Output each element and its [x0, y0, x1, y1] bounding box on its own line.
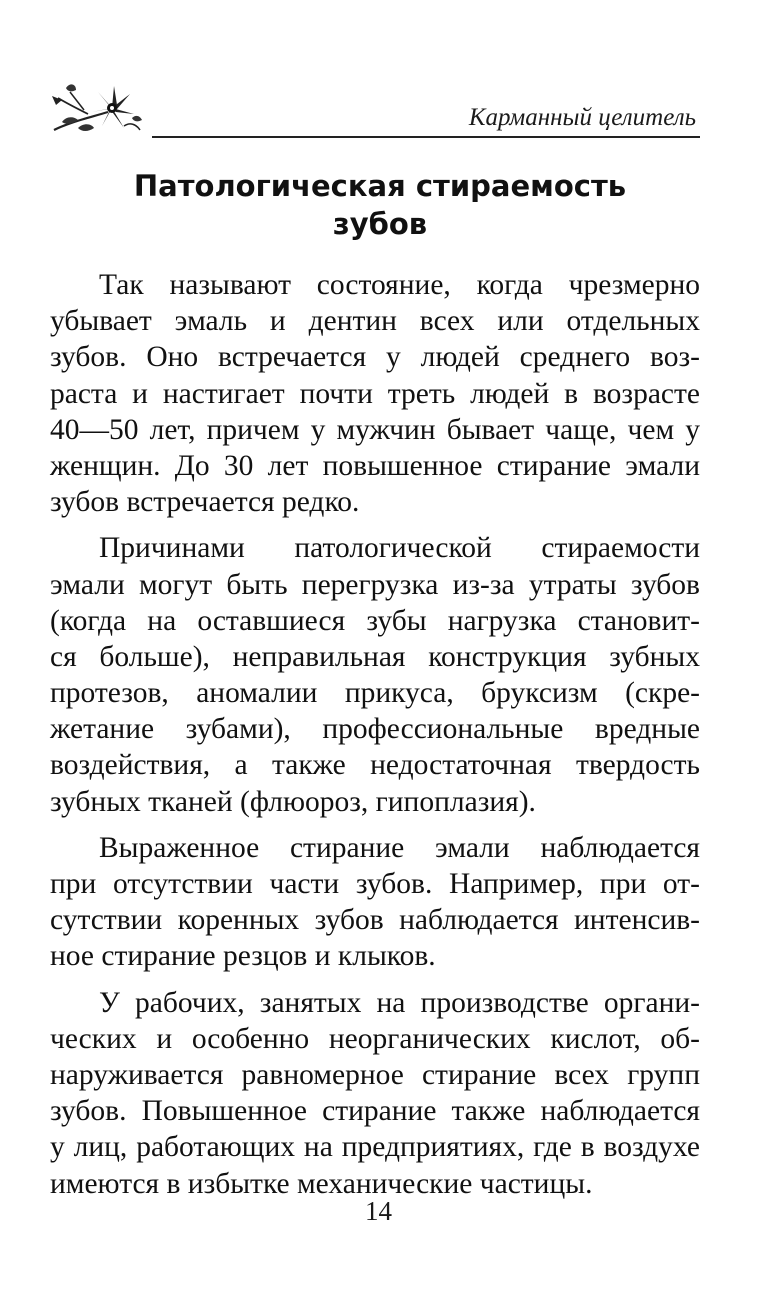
chapter-title-line: Патологическая стираемость — [133, 169, 627, 203]
text-line: женщин. До 30 лет повышенное стирание эмали — [50, 449, 700, 482]
text-line: 40—50 лет, причем у мужчин бывает чаще, чем у — [50, 413, 700, 446]
text-line: зубов встречается редко. — [50, 486, 360, 519]
text-line: зубов. Оно встречается у людей среднего воз- — [50, 341, 700, 374]
paragraph — [50, 985, 700, 1202]
text-line: зубных тканей (флюороз, гипоплазия). — [50, 785, 536, 818]
header-rule — [152, 136, 700, 138]
body-text — [50, 267, 700, 1202]
text-line: воздействия, а также недостаточная твердость — [50, 749, 700, 782]
text-line: ческих и особенно неорганических кислот, об- — [50, 1022, 700, 1055]
text-line: эмали могут быть перегрузка из-за утраты зубов — [50, 568, 700, 601]
chapter-title — [50, 167, 710, 243]
text-line: имеются в избытке механические частицы. — [50, 1167, 593, 1200]
text-line: ся больше), неправильная конструкция зубных — [50, 640, 700, 673]
text-line: Так называют состояние, когда чрезмерно — [99, 269, 700, 301]
text-line: раста и настигает почти треть людей в возрасте — [50, 377, 700, 410]
running-title: Карманный целитель — [468, 104, 696, 131]
text-line: у лиц, работающих на предприятиях, где в воздухе — [50, 1131, 700, 1164]
text-line: Причинами патологической стираемости — [99, 532, 700, 565]
page-number: 14 — [365, 1196, 392, 1226]
paragraph — [50, 530, 700, 820]
paragraph — [50, 830, 700, 975]
text-line: жетание зубами), профессиональные вредные — [50, 713, 700, 746]
text-line: наруживается равномерное стирание всех групп — [50, 1058, 700, 1091]
text-line: при отсутствии части зубов. Например, при от- — [50, 868, 700, 900]
text-line: ное стирание резцов и клыков. — [50, 940, 436, 973]
cornflower-ornament-icon — [48, 78, 144, 140]
text-line: сутствии коренных зубов наблюдается интенсив- — [50, 904, 700, 937]
text-line: зубов. Повышенное стирание также наблюдается — [50, 1095, 700, 1128]
text-line: протезов, аномалии прикуса, бруксизм (скре- — [50, 677, 700, 710]
chapter-title-line: зубов — [332, 207, 428, 241]
paragraph — [50, 267, 700, 520]
text-line: У рабочих, занятых на производстве органи- — [99, 986, 700, 1019]
text-line: (когда на оставшиеся зубы нагрузка становит- — [50, 604, 700, 637]
page-header — [48, 70, 700, 140]
text-line: Выраженное стирание эмали наблюдается — [99, 831, 700, 864]
text-line: убывает эмаль и дентин всех или отдельных — [50, 305, 700, 338]
